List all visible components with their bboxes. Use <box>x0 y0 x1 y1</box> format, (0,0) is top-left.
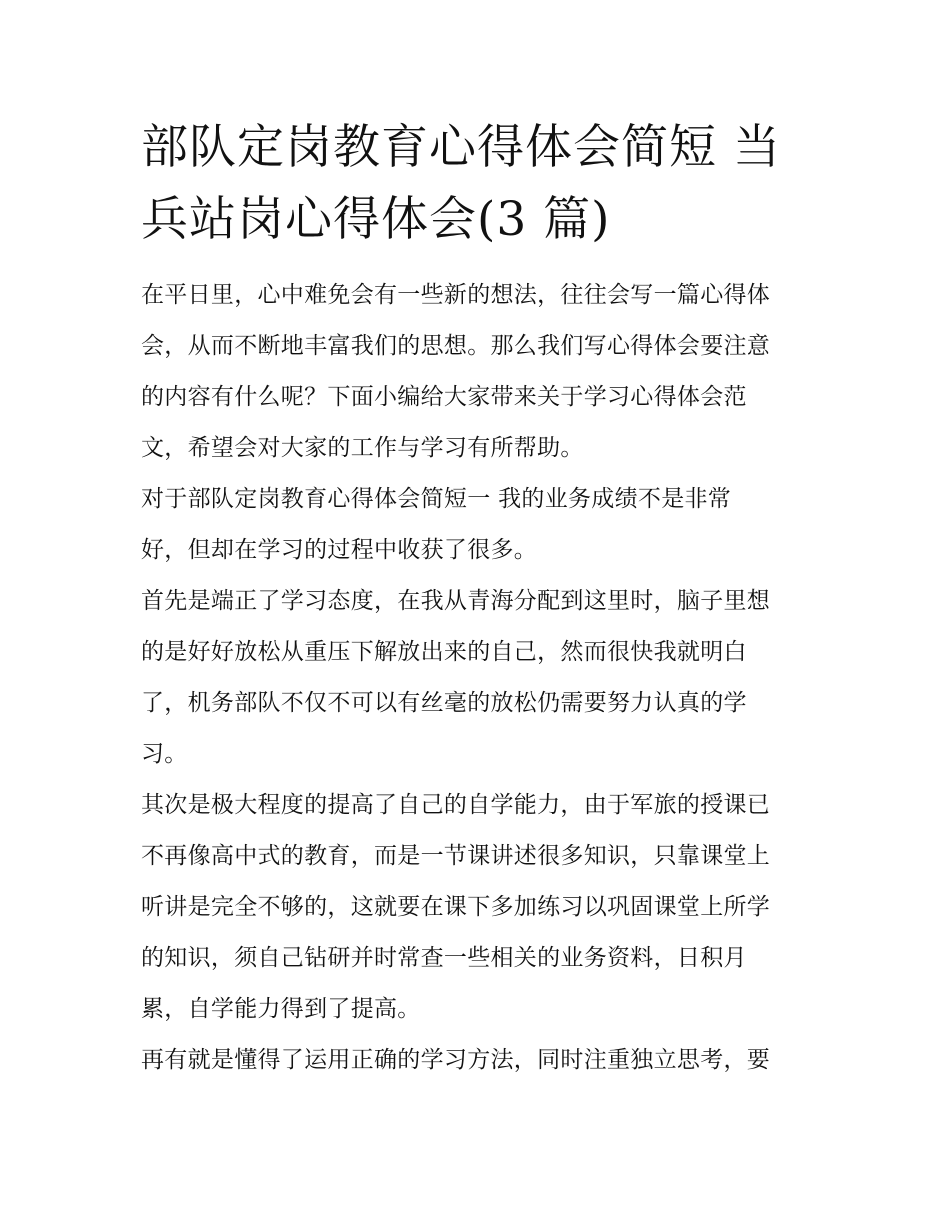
paragraph-method: 再有就是懂得了运用正确的学习方法，同时注重独立思考，要 <box>141 1047 771 1073</box>
paragraph-self-study: 其次是极大程度的提高了自己的自学能力，由于军旅的授课已 不再像高中式的教育，而是一节课讲述很多知识，只靠课堂上 听讲是完全不够的，这就要在课下多加练习以巩固课堂上所学 的知识，须自己钻研并时常查一些相关的业务资料，日积月 累，自学能力得到了提高。 <box>141 792 771 1022</box>
paragraph-attitude: 首先是端正了学习态度，在我从青海分配到这里时，脑子里想 的是好好放松从重压下解放出来的自己，然而很快我就明白 了，机务部队不仅不可以有丝毫的放松仍需要努力认真的学 习。 <box>141 588 771 767</box>
paragraph-section-one: 对于部队定岗教育心得体会简短一 我的业务成绩不是非常 好，但却在学习的过程中收获了很多。 <box>141 486 732 563</box>
document-page <box>141 112 821 1086</box>
document-title: 部队定岗教育心得体会简短 当 兵站岗心得体会(3 篇) <box>141 120 781 247</box>
paragraph-intro: 在平日里，心中难免会有一些新的想法，往往会写一篇心得体 会，从而不断地丰富我们的思想。那么我们写心得体会要注意 的内容有什么呢？下面小编给大家带来关于学习心得体会范 文，希望会对大家的工作与学习有所帮助。 <box>141 282 771 461</box>
